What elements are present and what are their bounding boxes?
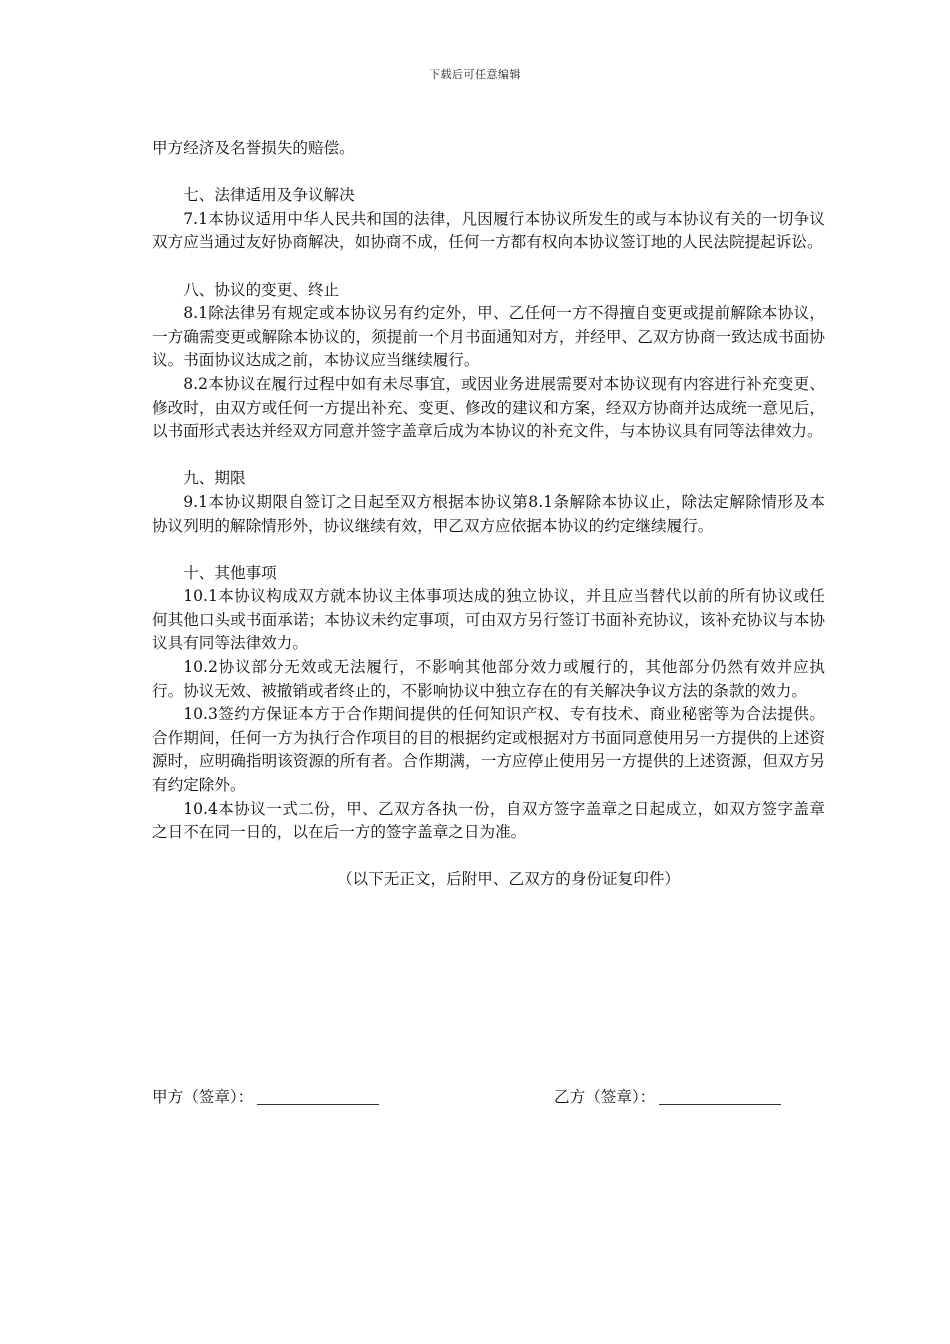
party-b-signature	[554, 1085, 781, 1107]
party-a-signature-line	[257, 1104, 379, 1105]
party-a-signature	[152, 1085, 379, 1107]
party-b-label: 乙方（签章）：	[554, 1088, 656, 1106]
party-b-signature-line	[659, 1104, 781, 1105]
spacer	[152, 538, 825, 562]
section-heading-10: 十、其他事项	[183, 563, 277, 582]
spacer	[152, 845, 825, 869]
spacer	[152, 444, 825, 468]
page-header: 下载后可任意编辑	[429, 68, 521, 81]
document-body	[152, 137, 825, 892]
signature-block	[152, 1085, 825, 1111]
section-heading-7: 七、法律适用及争议解决	[183, 186, 355, 205]
clause-10-3: 10.3签约方保证本方于合作期间提供的任何知识产权、专有技术、商业秘密等为合法提供。合作期间，任何一方为执行合作项目的目的根据约定或根据对方书面同意使用另一方提供的上述资源时，应明确指明该资源的所有者。合作期满，一方应停止使用另一方提供的上述资源，但双方另有约定除外。	[152, 705, 825, 795]
clause-9-1: 9.1本协议期限自签订之日起至双方根据本协议第8.1条解除本协议止，除法定解除情形及本协议列明的解除情形外，协议继续有效，甲乙双方应依据本协议的约定继续履行。	[152, 492, 825, 535]
party-a-label: 甲方（签章）：	[152, 1088, 254, 1106]
clause-8-1: 8.1除法律另有规定或本协议另有约定外，甲、乙任何一方不得擅自变更或提前解除本协议，一方确需变更或解除本协议的，须提前一个月书面通知对方，并经甲、乙双方协商一致达成书面协议。书面协议达成之前，本协议应当继续履行。	[152, 304, 825, 370]
clause-10-2: 10.2协议部分无效或无法履行，不影响其他部分效力或履行的，其他部分仍然有效并应执行。协议无效、被撤销或者终止的，不影响协议中独立存在的有关解决争议方法的条款的效力。	[152, 658, 825, 700]
clause-7-1: 7.1本协议适用中华人民共和国的法律，凡因履行本协议所发生的或与本协议有关的一切争议双方应当通过友好协商解决，如协商不成，任何一方都有权向本协议签订地的人民法院提起诉讼。	[152, 209, 825, 252]
clause-10-4: 10.4本协议一式二份，甲、乙双方各执一份，自双方签字盖章之日起成立，如双方签字盖章之日不在同一日的，以在后一方的签字盖章之日为准。	[152, 799, 825, 842]
paragraph-continuation: 甲方经济及名誉损失的赔偿。	[152, 139, 355, 157]
clause-10-1: 10.1本协议构成双方就本协议主体事项达成的独立协议，并且应当替代以前的所有协议或任何其他口头或书面承诺；本协议未约定事项，可由双方另行签订书面补充协议，该补充协议与本协议具有同等法律效力。	[152, 587, 825, 653]
spacer	[152, 255, 825, 279]
section-heading-8: 八、协议的变更、终止	[183, 280, 340, 299]
spacer	[152, 161, 825, 185]
no-further-text-note: （以下无正文，后附甲、乙双方的身份证复印件）	[336, 870, 681, 889]
section-heading-9: 九、期限	[183, 469, 246, 488]
clause-8-2: 8.2本协议在履行过程中如有未尽事宜，或因业务进展需要对本协议现有内容进行补充变更、修改时，由双方或任何一方提出补充、变更、修改的建议和方案，经双方协商并达成统一意见后，以书面形式表达并经双方同意并签字盖章后成为本协议的补充文件，与本协议具有同等法律效力。	[152, 374, 825, 441]
